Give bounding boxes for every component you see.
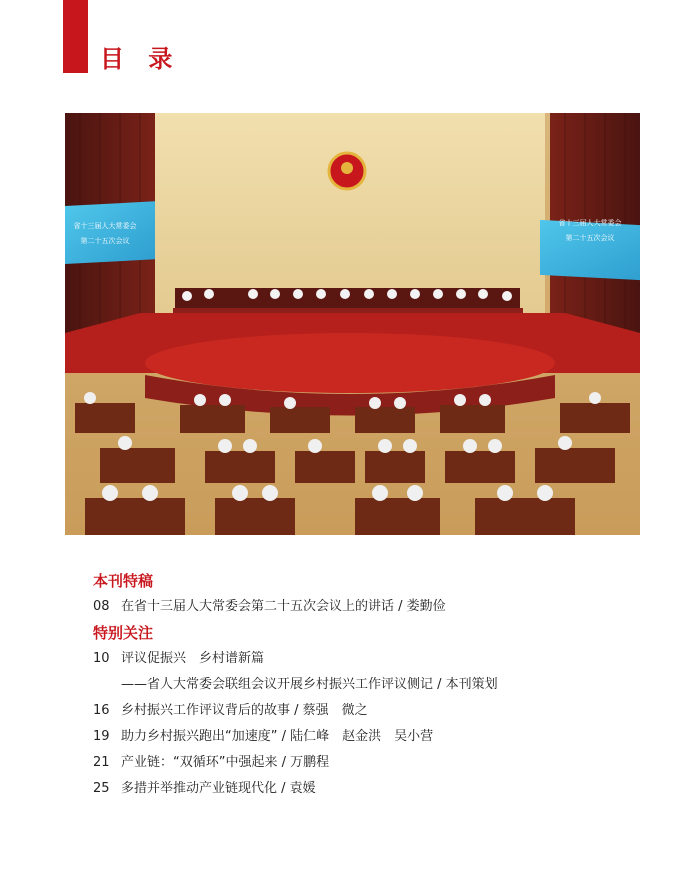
section-heading-special-focus: 特别关注 [93,624,154,642]
page-number: 08 [93,599,110,614]
toc-entry[interactable] [93,646,633,672]
entry-title: 多措并举推动产业链现代化 / 袁媛 [121,781,316,796]
page-title: 目 录 [100,45,181,73]
entry-title: 产业链：“双循环”中强起来 / 万鹏程 [121,755,330,770]
meeting-hall-photo [65,113,640,535]
page-number: 10 [93,651,110,666]
toc-entry[interactable] [93,750,633,776]
entry-title: 在省十三届人大常委会第二十五次会议上的讲话 / 娄勤俭 [121,599,446,614]
page-number: 25 [93,781,110,796]
toc-entry[interactable] [93,776,633,802]
section-heading-special-feature: 本刊特稿 [93,572,154,590]
left-screen-line1: 省十三届人大常委会 [73,222,137,230]
page-number: 21 [93,755,110,770]
toc-entry[interactable] [93,724,633,750]
right-screen-line1: 省十三届人大常委会 [558,219,622,227]
entry-subtitle: ——省人大常委会联组会议开展乡村振兴工作评议侧记 / 本刊策划 [121,677,498,692]
header-accent-bar [63,0,88,73]
page-number: 16 [93,703,110,718]
right-screen-line2: 第二十五次会议 [565,234,615,242]
left-screen-line2: 第二十五次会议 [80,237,130,245]
page-number: 19 [93,729,110,744]
entry-title: 乡村振兴工作评议背后的故事 / 蔡强 微之 [121,703,368,718]
table-of-contents [93,568,633,802]
entry-title: 评议促振兴 乡村谱新篇 [121,651,265,666]
entry-title: 助力乡村振兴跑出“加速度” / 陆仁峰 赵金洪 吴小营 [121,729,434,744]
toc-entry[interactable] [93,698,633,724]
toc-entry[interactable] [93,594,633,620]
